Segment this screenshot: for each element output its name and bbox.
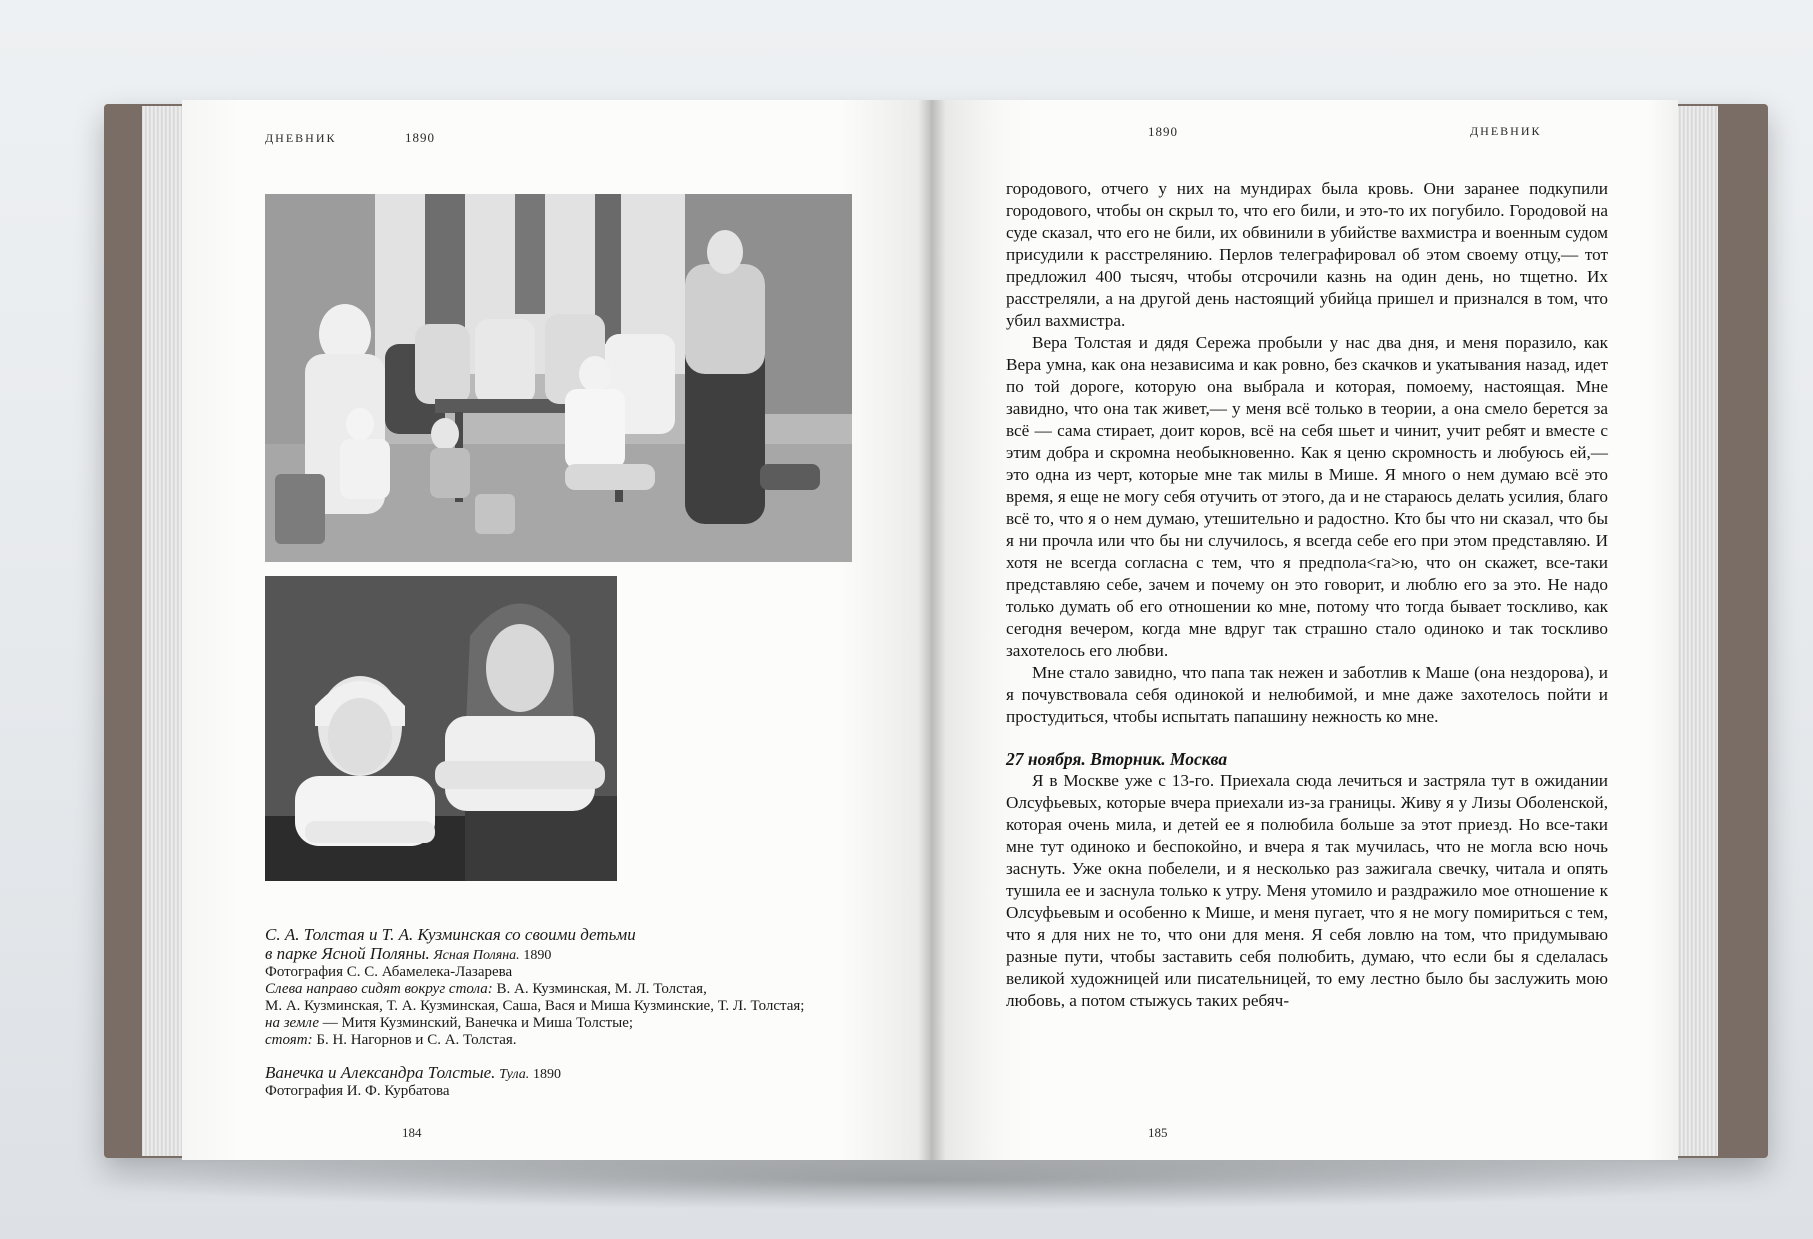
children-photo [265, 576, 617, 881]
caption-1-ground-row [265, 1015, 865, 1032]
caption-2-title: Ванечка и Александра Толстые. [265, 1063, 496, 1082]
diary-text [1006, 178, 1608, 1012]
paragraph-3: Мне стало завидно, что папа так нежен и заботлив к Маше (она нездорова), и я почувствовала себя одинокой и нелюбимой, и мне даже захотелось пойти и простудиться, чтобы испытать папашину нежность ко мне. [1006, 663, 1608, 726]
caption-2-place: Тула. [499, 1067, 530, 1082]
page-edges-left [142, 106, 184, 1156]
caption-1 [265, 925, 865, 1049]
right-running-head: ДНЕВНИК [1470, 124, 1542, 138]
book-gutter [918, 100, 946, 1160]
right-running-year: 1890 [1148, 124, 1178, 139]
right-page-number: 185 [1148, 1125, 1168, 1140]
entry-heading: 27 ноября. Вторник. Москва [1006, 749, 1228, 769]
caption-2-year: 1890 [532, 1067, 561, 1082]
caption-1-seated-names: В. А. Кузминская, М. Л. Толстая, [496, 981, 707, 997]
left-page-number: 184 [402, 1125, 422, 1140]
photo-captions [265, 925, 865, 1100]
page-edges-right [1676, 106, 1718, 1156]
group-photo [265, 194, 852, 562]
left-running-year: 1890 [405, 130, 435, 145]
caption-1-place: Ясная Поляна. [433, 948, 520, 963]
caption-2 [265, 1063, 865, 1100]
caption-2-photographer: Фотография И. Ф. Курбатова [265, 1083, 450, 1099]
caption-2-title-row [265, 1063, 865, 1083]
left-running-head: ДНЕВНИК [265, 131, 337, 145]
caption-1-photographer: Фотография С. С. Абамелека-Лазарева [265, 964, 513, 980]
caption-1-title-line1: С. А. Толстая и Т. А. Кузминская со своими детьми [265, 925, 636, 944]
paragraph-1: городового, отчего у них на мундирах была кровь. Они заранее подкупили городового, чтобы он скрыл то, что его били, и это-то их погубило. Городовой на суде сказал, что его не били, их обвинили в убийстве вахмистра и военным судом присудили к расстрелянию. Перлов телеграфировал об этом своему отцу,— тот предложил 400 тысяч, чтобы отсрочили казнь на один день, но тщетно. Их расстреляли, а на другой день настоящий убийца пришел и признался в том, что убил вахмистра. [1006, 179, 1608, 330]
caption-1-ground-names: — Митя Кузминский, Ванечка и Миша Толстые; [322, 1015, 634, 1031]
caption-1-standing-row [265, 1032, 865, 1049]
caption-1-standing-names: Б. Н. Нагорнов и С. А. Толстая. [316, 1032, 517, 1048]
caption-1-standing-label: стоят: [265, 1032, 313, 1048]
caption-1-ground-label: на земле [265, 1015, 319, 1031]
caption-1-seated-label: Слева направо сидят вокруг стола: [265, 981, 493, 997]
paragraph-2: Вера Толстая и дядя Сережа пробыли у нас два дня, и меня поразило, как Вера умна, как она независима и как ровно, без скачков и укатывания назад, идет по той дороге, которую она выбрала и которая, помоему, настоящая. Мне завидно, что она так живет,— у меня всё только в теории, а она смело берется за всё — сама стирает, доит коров, всё на себя шьет и чинит, учит ребят и вместе с этим добра и скромна необыкновенно. Как я ценю скромность и любуюсь ей,— это одна из черт, которые мне так милы в Мише. Я много о нем думаю всё это время, я еще не могу себя отучить от этого, да и не стараюсь делать усилия, благо всё то, что я о нем думаю, утешительно и радостно. Кто бы что ни сказал, что бы я ни прочла или что бы ни случилось, я всегда себе его при этом представляю. И хотя не всегда согласна с тем, что я предпола<га>ю, что он скажет, все-таки представляю себе, зачем и почему он это говорит, и люблю его за это. Не надо только думать об его отношении ко мне, потому что тогда бывает тоскливо, как сегодня вечером, когда мне вдруг так страшно стало одиноко и так тоскливо захотелось его любви. [1006, 333, 1608, 660]
caption-1-seated-row [265, 981, 865, 998]
paragraph-4: Я в Москве уже с 13-го. Приехала сюда лечиться и застряла тут в ожидании Олсуфьевых, которые вчера приехали из-за границы. Живу я у Лизы Оболенской, которая очень мила, и детей ее я полюбила больше за этот приезд. Но все-таки мне тут одиноко и беспокойно, и вчера я так мучилась, что не могла всю ночь заснуть. Уже окна побелели, и я несколько раз зажигала свечку, читала и опять тушила ее и заснула только к утру. Меня утомило и раздражило мое отношение к Олсуфьевым и особенно к Мише, и меня пугает, что я не могу помириться с тем, что я для них не то, что они для меня. Я себя ловлю на том, что придумываю разные пути, чтобы заставить себя полюбить, думаю, что если бы я сделалась великой художницей или писательницей, то ему лестно было бы заслужить мою любовь, а потом стыжусь таких ребяч- [1006, 771, 1608, 1010]
caption-1-title-line2-row [265, 944, 865, 964]
caption-1-title-line2: в парке Ясной Поляны. [265, 944, 430, 963]
caption-1-year: 1890 [523, 948, 552, 963]
caption-1-seated-line2: М. А. Кузминская, Т. А. Кузминская, Саша, Вася и Миша Кузминские, Т. Л. Толстая; [265, 998, 805, 1014]
